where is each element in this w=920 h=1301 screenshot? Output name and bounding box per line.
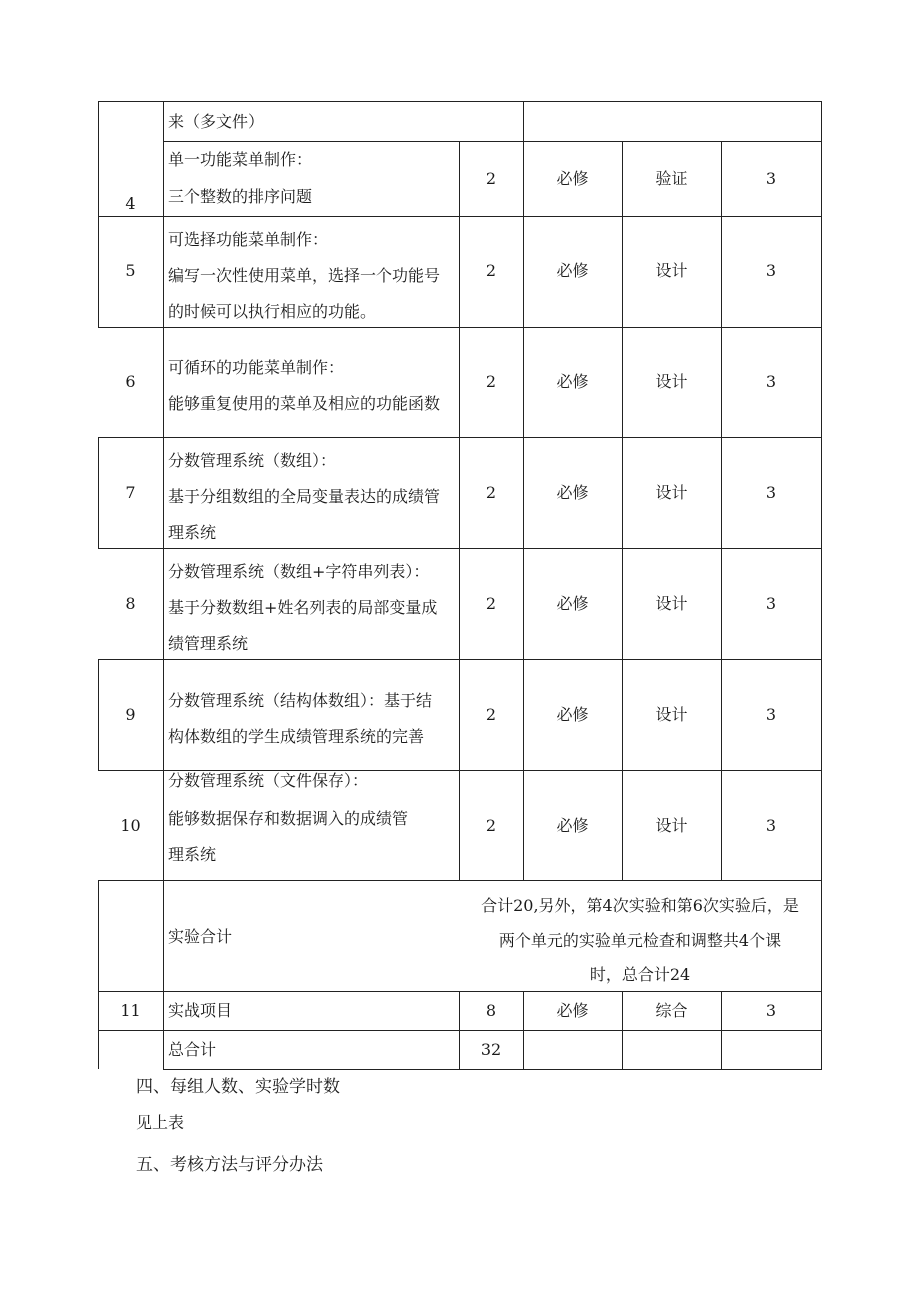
row-number: 5 xyxy=(125,261,136,280)
hours-cell: 2 xyxy=(485,705,497,724)
people-cell: 3 xyxy=(765,705,777,724)
table-rule xyxy=(523,141,524,880)
table-cell-content: 能够重复使用的菜单及相应的功能函数 xyxy=(168,394,441,413)
row-number: 6 xyxy=(125,372,136,391)
table-cell-content: 基于分数数组+姓名列表的局部变量成 xyxy=(168,598,438,617)
total-hours: 32 xyxy=(480,1040,502,1059)
table-cell-content: 分数管理系统（结构体数组）：基于结 xyxy=(168,691,433,710)
category-cell: 设计 xyxy=(655,816,688,835)
table-rule xyxy=(163,141,822,142)
table-rule xyxy=(98,216,822,217)
hours-cell: 8 xyxy=(485,1001,497,1020)
type-cell: 必修 xyxy=(556,594,589,613)
hours-cell: 2 xyxy=(485,816,497,835)
table-cell-content: 可选择功能菜单制作： xyxy=(168,230,329,249)
type-cell: 必修 xyxy=(556,816,589,835)
hours-cell: 2 xyxy=(485,483,497,502)
table-cell-content: 三个整数的排序问题 xyxy=(168,187,313,206)
subtotal-note: 两个单元的实验单元检查和调整共4个课 xyxy=(498,931,782,950)
subtotal-label: 实验合计 xyxy=(168,927,233,946)
table-cell-content: 来（多文件） xyxy=(168,112,265,131)
total-label: 总合计 xyxy=(168,1040,217,1059)
section-body-4: 见上表 xyxy=(136,1113,185,1132)
table-rule xyxy=(622,141,623,880)
subtotal-note: 时，总合计24 xyxy=(589,965,691,984)
hours-cell: 2 xyxy=(485,372,497,391)
table-rule xyxy=(98,1030,822,1031)
table-rule xyxy=(721,141,722,880)
category-cell: 设计 xyxy=(655,483,688,502)
people-cell: 3 xyxy=(765,1001,777,1020)
table-cell-content: 绩管理系统 xyxy=(168,634,249,653)
row-number: 9 xyxy=(125,705,136,724)
table-rule xyxy=(163,101,164,1069)
table-cell-content: 分数管理系统（数组+字符串列表）： xyxy=(168,562,430,581)
row-number: 7 xyxy=(125,483,136,502)
hours-cell: 2 xyxy=(485,594,497,613)
subtotal-note: 合计20,另外，第4次实验和第6次实验后，是 xyxy=(481,896,799,915)
table-rule xyxy=(98,327,822,328)
table-rule xyxy=(163,1069,822,1070)
people-cell: 3 xyxy=(765,816,777,835)
table-cell-content: 编写一次性使用菜单，选择一个功能号 xyxy=(168,266,441,285)
table-rule xyxy=(821,101,822,1069)
type-cell: 必修 xyxy=(556,261,589,280)
type-cell: 必修 xyxy=(556,483,589,502)
table-rule xyxy=(98,659,822,660)
table-rule xyxy=(98,548,822,549)
table-cell-content: 单一功能菜单制作： xyxy=(168,150,313,169)
table-cell-content: 分数管理系统（数组）： xyxy=(168,451,337,470)
type-cell: 必修 xyxy=(556,372,589,391)
category-cell: 设计 xyxy=(655,372,688,391)
row-number: 8 xyxy=(125,594,136,613)
section-heading-4: 四、每组人数、实验学时数 xyxy=(136,1077,340,1097)
table-rule xyxy=(98,880,822,881)
category-cell: 验证 xyxy=(655,169,688,188)
people-cell: 3 xyxy=(765,594,777,613)
people-cell: 3 xyxy=(765,372,777,391)
category-cell: 设计 xyxy=(655,705,688,724)
category-cell: 综合 xyxy=(655,1001,688,1020)
hours-cell: 2 xyxy=(485,261,497,280)
row-number: 10 xyxy=(120,816,141,835)
table-rule xyxy=(459,141,460,880)
table-cell-content: 理系统 xyxy=(168,845,217,864)
section-heading-5: 五、考核方法与评分办法 xyxy=(136,1155,323,1175)
table-cell-content: 基于分组数组的全局变量表达的成绩管 xyxy=(168,487,441,506)
people-cell: 3 xyxy=(765,261,777,280)
row-number: 4 xyxy=(125,194,136,213)
type-cell: 必修 xyxy=(556,705,589,724)
table-rule xyxy=(98,101,822,102)
table-rule xyxy=(98,437,822,438)
type-cell: 必修 xyxy=(556,1001,589,1020)
table-cell-content: 能够数据保存和数据调入的成绩管 xyxy=(168,809,409,828)
table-rule xyxy=(98,880,99,1069)
table-rule xyxy=(98,991,822,992)
category-cell: 设计 xyxy=(655,261,688,280)
table-rule xyxy=(523,101,524,141)
people-cell: 3 xyxy=(765,483,777,502)
table-cell-content: 构体数组的学生成绩管理系统的完善 xyxy=(168,727,425,746)
hours-cell: 2 xyxy=(485,169,497,188)
table-cell-content: 理系统 xyxy=(168,523,217,542)
table-cell-content: 分数管理系统（文件保存）： xyxy=(168,771,369,790)
table-cell-content: 可循环的功能菜单制作： xyxy=(168,358,345,377)
table-cell-content: 的时候可以执行相应的功能。 xyxy=(168,302,377,321)
people-cell: 3 xyxy=(765,169,777,188)
category-cell: 设计 xyxy=(655,594,688,613)
table-cell-content: 实战项目 xyxy=(168,1001,233,1020)
row-number: 11 xyxy=(120,1001,141,1020)
type-cell: 必修 xyxy=(556,169,589,188)
